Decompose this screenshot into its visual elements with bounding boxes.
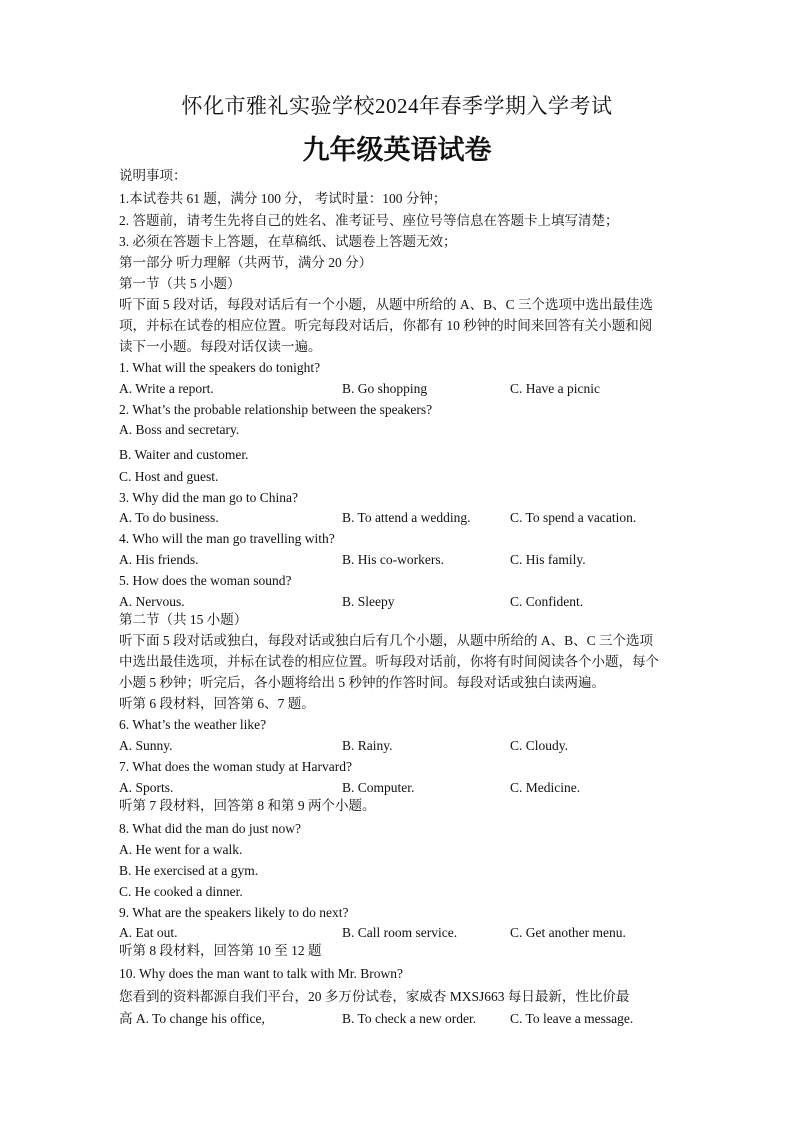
section2-directions: 听下面 5 段对话或独白，每段对话或独白后有几个小题，从题中所给的 A、B、C 三个选项 xyxy=(119,633,654,648)
option-a: A. Sports. xyxy=(119,780,174,795)
section1-directions: 听下面 5 段对话，每段对话后有一个小题，从题中所给的 A、B、C 三个选项中选出最佳选 xyxy=(119,297,654,312)
section2-heading: 第二节（共 15 小题） xyxy=(119,612,248,627)
option-b: B. He exercised at a gym. xyxy=(119,863,259,878)
question-options xyxy=(119,593,685,611)
section2-directions: 小题 5 秒钟；听完后，各小题将给出 5 秒钟的作答时间。每段对话或独白读两遍。 xyxy=(119,675,605,690)
option-b: B. Computer. xyxy=(342,780,415,795)
question-stem: 4. Who will the man go travelling with? xyxy=(119,531,335,546)
promo-text: 您看到的资料都源自我们平台，20 多万份试卷，家威杏 MXSJ663 每日最新，性比价最 xyxy=(119,989,630,1004)
option-c: C. To leave a message. xyxy=(510,1011,634,1026)
option-c: C. Get another menu. xyxy=(510,925,626,940)
exam-subtitle: 九年级英语试卷 xyxy=(302,135,492,165)
option-a: A. Write a report. xyxy=(119,381,214,396)
section1-directions: 读下一小题。每段对话仅读一遍。 xyxy=(119,339,322,354)
option-a: A. Nervous. xyxy=(119,594,185,609)
question-stem: 5. How does the woman sound? xyxy=(119,573,292,588)
option-a: A. Boss and secretary. xyxy=(119,422,240,437)
material-heading: 听第 7 段材料，回答第 8 和第 9 两个小题。 xyxy=(119,798,376,813)
question-options xyxy=(119,551,685,569)
question-stem: 6. What’s the weather like? xyxy=(119,717,267,732)
instruction-item: 1.本试卷共 61 题，满分 100 分， 考试时量：100 分钟； xyxy=(119,191,447,206)
section2-directions: 中选出最佳选项，并标在试卷的相应位置。听每段对话前，你将有时间阅读各个小题，每个 xyxy=(119,654,659,669)
option-a: A. His friends. xyxy=(119,552,199,567)
option-c: C. To spend a vacation. xyxy=(510,510,637,525)
question-options xyxy=(119,380,685,398)
instructions-heading: 说明事项： xyxy=(119,168,187,183)
option-c: C. Host and guest. xyxy=(119,469,219,484)
instruction-item: 3. 必须在答题卡上答题，在草稿纸、试题卷上答题无效； xyxy=(119,234,457,249)
question-options xyxy=(119,1010,685,1028)
option-b: B. Waiter and customer. xyxy=(119,447,249,462)
question-stem: 2. What’s the probable relationship between the speakers? xyxy=(119,402,433,417)
option-c: C. Have a picnic xyxy=(510,381,600,396)
option-b: B. To attend a wedding. xyxy=(342,510,471,525)
section1-heading: 第一节（共 5 小题） xyxy=(119,276,241,291)
material-heading: 听第 8 段材料，回答第 10 至 12 题 xyxy=(119,943,322,958)
question-options xyxy=(119,737,685,755)
exam-title: 怀化市雅礼实验学校2024年春季学期入学考试 xyxy=(181,94,613,118)
question-stem: 1. What will the speakers do tonight? xyxy=(119,360,321,375)
option-b: B. To check a new order. xyxy=(342,1011,477,1026)
instruction-item: 2. 答题前，请考生先将自己的姓名、准考证号、座位号等信息在答题卡上填写清楚； xyxy=(119,213,619,228)
question-stem: 9. What are the speakers likely to do next? xyxy=(119,905,349,920)
question-stem: 3. Why did the man go to China? xyxy=(119,490,298,505)
part1-heading: 第一部分 听力理解（共两节，满分 20 分） xyxy=(119,255,373,270)
option-b: B. Call room service. xyxy=(342,925,458,940)
option-c: C. His family. xyxy=(510,552,586,567)
option-c: C. Medicine. xyxy=(510,780,581,795)
question-stem: 7. What does the woman study at Harvard? xyxy=(119,759,352,774)
option-a: A. To do business. xyxy=(119,510,219,525)
question-stem: 8. What did the man do just now? xyxy=(119,821,301,836)
question-stem: 10. Why does the man want to talk with Mr. Brown? xyxy=(119,966,403,981)
option-c: C. He cooked a dinner. xyxy=(119,884,243,899)
option-b: B. Rainy. xyxy=(342,738,393,753)
option-a: 高 A. To change his office, xyxy=(119,1011,265,1026)
option-a: A. He went for a walk. xyxy=(119,842,243,857)
option-c: C. Confident. xyxy=(510,594,584,609)
option-a: A. Eat out. xyxy=(119,925,178,940)
question-options xyxy=(119,509,685,527)
question-options xyxy=(119,779,685,797)
option-a: A. Sunny. xyxy=(119,738,173,753)
option-b: B. His co-workers. xyxy=(342,552,444,567)
option-c: C. Cloudy. xyxy=(510,738,569,753)
option-b: B. Go shopping xyxy=(342,381,428,396)
section1-directions: 项，并标在试卷的相应位置。听完每段对话后，你都有 10 秒钟的时间来回答有关小题和阅 xyxy=(119,318,653,333)
question-options xyxy=(119,924,685,942)
option-b: B. Sleepy xyxy=(342,594,395,609)
material-heading: 听第 6 段材料，回答第 6、7 题。 xyxy=(119,696,315,711)
